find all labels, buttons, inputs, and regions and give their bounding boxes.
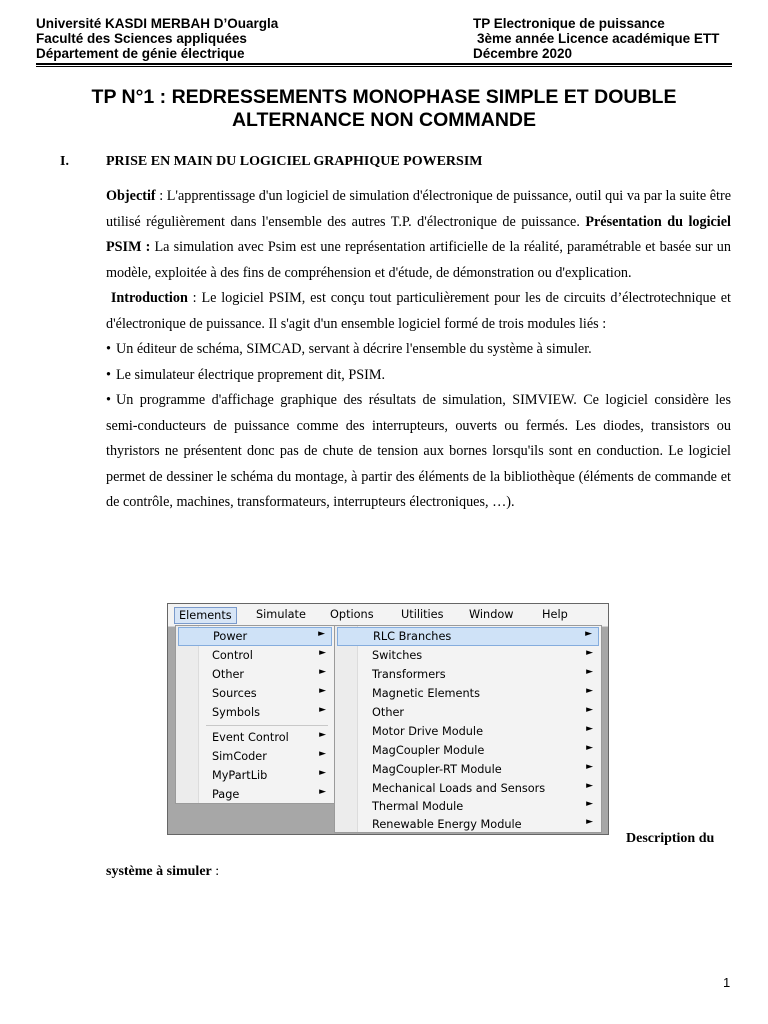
menu-item-magcoupler-rt[interactable]: MagCoupler-RT Module ► — [372, 762, 593, 776]
intro-text: : Le logiciel PSIM, est conçu tout particulièrement pour les de circuits d’électrotechnique et d'électronique de puissance. Il s'agit d'un ensemble logiciel formé de trois modules liés : — [106, 290, 731, 332]
submenu-arrow-icon: ► — [319, 768, 326, 778]
header-rule-thin — [36, 66, 732, 67]
submenu-arrow-icon: ► — [586, 781, 593, 791]
menu-item-mechanical-loads[interactable]: Mechanical Loads and Sensors ► — [372, 781, 593, 795]
menu-item-renewable-energy[interactable]: Renewable Energy Module ► — [372, 817, 593, 831]
submenu-arrow-icon: ► — [319, 730, 326, 740]
menu-separator — [206, 725, 328, 726]
header-left — [36, 16, 278, 61]
description-colon: : — [211, 864, 220, 879]
header-university: Université KASDI MERBAH D’Ouargla — [36, 16, 279, 31]
menu-item-magcoupler[interactable]: MagCoupler Module ► — [372, 743, 593, 757]
header-faculty: Faculté des Sciences appliquées — [36, 31, 247, 46]
menu-item-other[interactable]: Other ► — [212, 667, 326, 681]
menu-item-event-control[interactable]: Event Control ► — [212, 730, 326, 744]
menu-help[interactable]: Help — [542, 608, 568, 621]
section-title: PRISE EN MAIN DU LOGICIEL GRAPHIQUE POWERSIM — [106, 154, 483, 169]
submenu-arrow-icon: ► — [319, 648, 326, 658]
intro-label: Introduction — [110, 290, 188, 306]
menu-item-page[interactable]: Page ► — [212, 787, 326, 801]
header-rule — [36, 63, 732, 65]
title-line-1: TP N°1 : REDRESSEMENTS MONOPHASE SIMPLE ET DOUBLE — [91, 86, 677, 108]
header-right — [473, 16, 719, 61]
menu-item-power[interactable]: Power ► — [178, 627, 332, 646]
header-level: 3ème année Licence académique ETT — [477, 31, 720, 46]
menu-simulate[interactable]: Simulate — [256, 608, 306, 621]
bullet-item: • Un éditeur de schéma, SIMCAD, servant à décrire l'ensemble du système à simuler. — [106, 337, 731, 363]
bullet-item: • Un programme d'affichage graphique des résultats de simulation, SIMVIEW. Ce logiciel considère les semi-conducteurs de puissance comme des interrupteurs, ouverts ou fermés. Les diodes, transistors ou thyristors ne présentent donc pas de chute de tension aux bornes lorsqu'ils sont en conduction. Le logiciel permet de dessiner le schéma du montage, à partir des éléments de la bibliothèque (éléments de commande et de contrôle, machines, transformateurs, interrupteurs électroniques, …). — [106, 388, 731, 516]
menu-item-motor-drive[interactable]: Motor Drive Module ► — [372, 724, 593, 738]
submenu-arrow-icon: ► — [586, 686, 593, 696]
description-bold: système à simuler — [106, 864, 212, 879]
power-submenu — [334, 625, 602, 833]
menu-item-other-power[interactable]: Other ► — [372, 705, 593, 719]
body-text — [106, 184, 731, 516]
submenu-arrow-icon: ► — [319, 705, 326, 715]
submenu-arrow-icon: ► — [586, 724, 593, 734]
page-number: 1 — [723, 975, 731, 990]
submenu-arrow-icon: ► — [319, 667, 326, 677]
submenu-arrow-icon: ► — [586, 648, 593, 658]
menu-options[interactable]: Options — [330, 608, 374, 621]
menu-item-symbols[interactable]: Symbols ► — [212, 705, 326, 719]
header-course: TP Electronique de puissance — [473, 16, 665, 31]
header-date: Décembre 2020 — [473, 46, 573, 61]
paragraph-introduction — [106, 286, 731, 337]
submenu-arrow-icon: ► — [586, 667, 593, 677]
page-title — [40, 86, 728, 132]
menu-item-switches[interactable]: Switches ► — [372, 648, 593, 662]
menu-elements[interactable]: Elements — [174, 607, 237, 624]
menu-item-control[interactable]: Control ► — [212, 648, 326, 662]
submenu-arrow-icon: ► — [319, 749, 326, 759]
menu-item-sources[interactable]: Sources ► — [212, 686, 326, 700]
description-label-part1: Description du — [626, 831, 715, 846]
menu-utilities[interactable]: Utilities — [401, 608, 444, 621]
submenu-arrow-icon: ► — [586, 799, 593, 809]
header-department: Département de génie électrique — [36, 46, 245, 61]
title-line-2: ALTERNANCE NON COMMANDE — [231, 109, 537, 131]
submenu-arrow-icon: ► — [586, 817, 593, 827]
objectif-label: Objectif — [106, 188, 156, 204]
submenu-arrow-icon: ► — [586, 743, 593, 753]
description-label-part2 — [106, 864, 219, 880]
psim-menu-screenshot — [167, 603, 609, 835]
submenu-arrow-icon: ► — [585, 629, 592, 639]
paragraph-objectif — [106, 184, 731, 286]
objectif-text: : L'apprentissage d'un logiciel de simulation d'électronique de puissance, outil qui va par la suite être utilisé régulièrement dans l'ensemble des autres T.P. d'électronique de puissance. — [106, 188, 731, 230]
menu-window[interactable]: Window — [469, 608, 514, 621]
submenu-arrow-icon: ► — [319, 787, 326, 797]
bullet-item: • Le simulateur électrique proprement dit, PSIM. — [106, 363, 731, 389]
presentation-text: La simulation avec Psim est une représentation artificielle de la réalité, paramétrable et basée sur un modèle, exploitée à des fins de compréhension et d'étude, de démonstration ou d'explication. — [106, 239, 731, 281]
submenu-arrow-icon: ► — [586, 762, 593, 772]
elements-dropdown — [175, 625, 335, 804]
menu-item-simcoder[interactable]: SimCoder ► — [212, 749, 326, 763]
submenu-arrow-icon: ► — [586, 705, 593, 715]
menu-item-magnetic-elements[interactable]: Magnetic Elements ► — [372, 686, 593, 700]
menu-item-rlc-branches[interactable]: RLC Branches ► — [337, 627, 599, 646]
menu-item-mypartlib[interactable]: MyPartLib ► — [212, 768, 326, 782]
menu-item-thermal-module[interactable]: Thermal Module ► — [372, 799, 593, 813]
submenu-arrow-icon: ► — [318, 629, 325, 639]
presentation-label: Présentation du logiciel PSIM : — [106, 213, 731, 255]
submenu-arrow-icon: ► — [319, 686, 326, 696]
section-number: I. — [60, 154, 69, 169]
menu-item-transformers[interactable]: Transformers ► — [372, 667, 593, 681]
menubar — [168, 604, 608, 627]
